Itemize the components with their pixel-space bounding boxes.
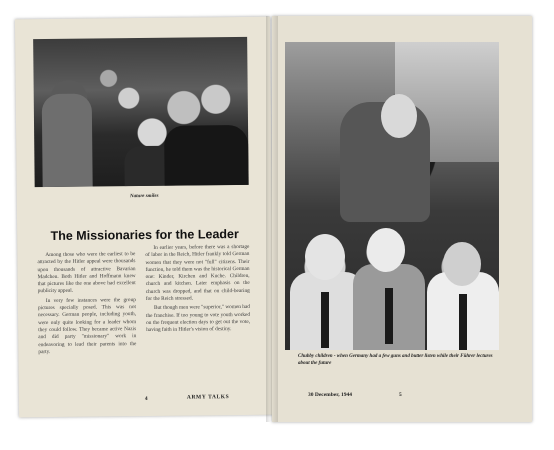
photo-figure — [321, 292, 329, 348]
photo-caption: Chubby children - when Germany had a few guns and butter listen while their Führer lectures about the future — [298, 354, 493, 366]
photo-figure — [42, 94, 93, 188]
photo-figure — [381, 94, 417, 138]
paragraph: But though men were "superior," women had the franchise. If too young to vote youth worked on the frequent election days to get out the vote, having faith in Hitler's vision of destiny. — [146, 304, 251, 334]
photo-caption: Nature smiles — [130, 193, 159, 200]
paragraph: Among those who were the earliest to be attracted by the Hitler appeal were thousands upon thousands of attractive Bavarian Madchen. Both Hitler and Hoffmann knew that pictures like the one above had excellent publicity appeal. — [37, 251, 136, 295]
paragraph: In earlier years, before there was a shortage of labor in the Reich, Hitler frankly told German women that they were not "full" citizens. Their function, he told them was the historical German one: Kinder, Kirchen and Kuche. Children, church and kitchen. Later emphasis on the church was dropped, and that on child-bearing for the Reich stressed. — [145, 243, 250, 303]
photo-figure — [459, 294, 467, 350]
crowd-photo — [33, 37, 249, 187]
right-page — [272, 16, 532, 422]
photo-figure — [385, 288, 393, 344]
article-column-1 — [37, 251, 136, 358]
page-number: 4 — [144, 395, 148, 403]
left-page — [15, 17, 274, 418]
photo-figure — [367, 228, 405, 272]
article-headline: The Missionaries for the Leader — [50, 227, 239, 243]
photo-figure — [164, 125, 249, 186]
issue-date: 30 December, 1944 — [308, 392, 352, 398]
page-number: 5 — [399, 392, 402, 398]
children-photo — [285, 42, 499, 350]
photo-figure — [443, 242, 481, 286]
book-gutter — [266, 16, 278, 422]
running-footer: ARMY TALKS — [186, 394, 230, 401]
paragraph: In very few instances were the group pictures specially posed. This was not necessary. German people, including youth, were only quite looking for a leader whom they could follow. They became active Nazis and did party "missionary" work in endeavoring to lead their parents into the party. — [37, 296, 137, 355]
article-column-2 — [145, 244, 250, 337]
photo-figure — [305, 234, 345, 280]
